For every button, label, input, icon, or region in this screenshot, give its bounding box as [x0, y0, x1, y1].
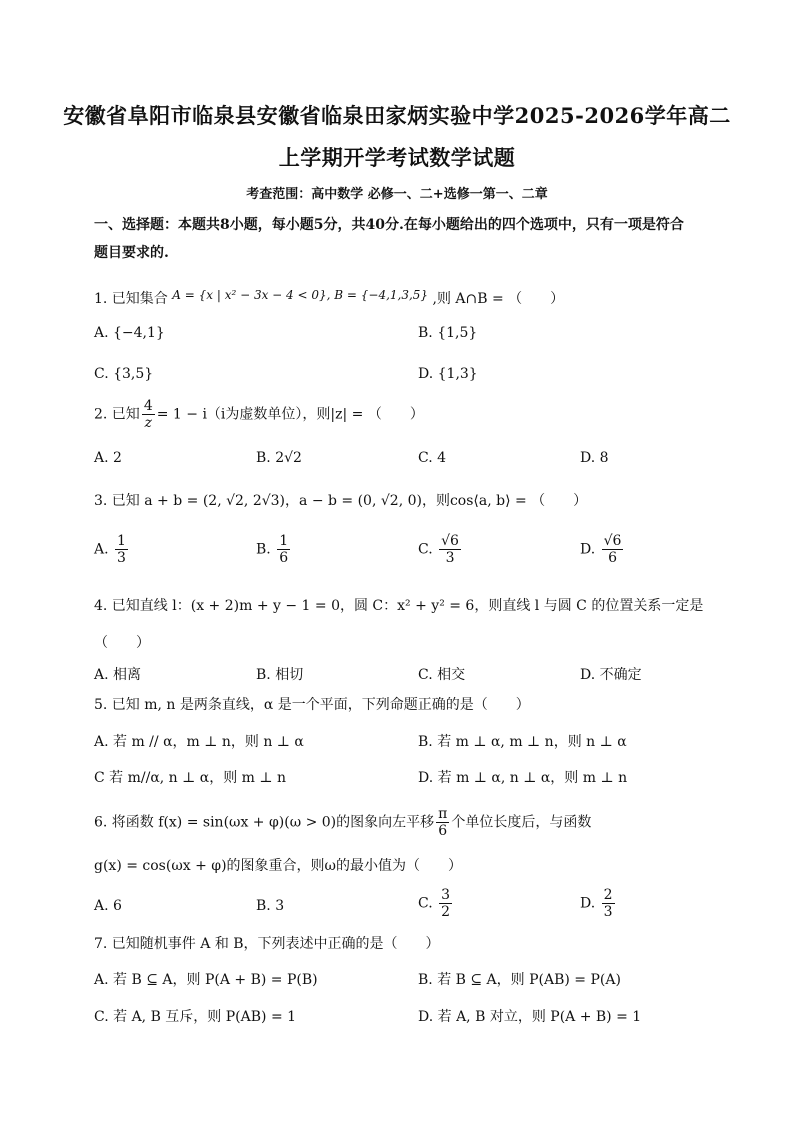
- question-2-option-b: B. 2√2: [256, 450, 302, 466]
- question-3-option-c-label: C.: [418, 541, 433, 558]
- section-header-line-1: 一、选择题：本题共8小题，每小题5分，共40分.在每小题给出的四个选项中，只有一项是符合: [94, 217, 684, 233]
- question-1-sets: A = {x | x² − 3x − 4 < 0}, B = {−4,1,3,5}: [172, 288, 429, 302]
- question-6-option-c: [418, 887, 454, 920]
- question-2-fraction: [142, 398, 155, 431]
- question-5-option-b: B. 若 m ⊥ α, m ⊥ n，则 n ⊥ α: [418, 734, 627, 750]
- question-1-option-c: C. {3,5}: [94, 366, 154, 382]
- question-3-option-c-fraction: [439, 533, 461, 566]
- exam-title-line-1: 安徽省阜阳市临泉县安徽省临泉田家炳实验中学2025-2026学年高二: [63, 103, 731, 128]
- question-2-stem: [94, 398, 424, 431]
- question-4-option-c: C. 相交: [418, 667, 466, 683]
- question-2-rest: = 1 − i（i为虚数单位），则|z| = （ ）: [156, 406, 424, 423]
- question-7-stem: 7. 已知随机事件 A 和 B，下列表述中正确的是（ ）: [94, 936, 440, 952]
- question-3-option-d: [580, 533, 625, 566]
- question-5-option-a: A. 若 m // α，m ⊥ n，则 n ⊥ α: [94, 734, 304, 750]
- question-3-option-b-fraction: [277, 533, 290, 566]
- fraction-denominator: 3: [603, 904, 613, 920]
- fraction-denominator: 3: [445, 550, 455, 566]
- question-4-option-d: D. 不确定: [580, 667, 642, 683]
- fraction-numerator: π: [438, 806, 448, 822]
- question-3-option-c: [418, 533, 463, 566]
- question-1-suffix: ,则 A∩B = （ ）: [432, 291, 565, 307]
- question-5-stem: 5. 已知 m, n 是两条直线，α 是一个平面，下列命题正确的是（ ）: [94, 697, 530, 713]
- question-7-option-a: A. 若 B ⊆ A，则 P(A + B) = P(B): [94, 972, 318, 988]
- question-1-prefix: 1. 已知集合: [94, 291, 168, 307]
- fraction-numerator: 1: [279, 533, 289, 549]
- fraction-denominator: 6: [438, 823, 448, 839]
- fraction-denominator: 3: [117, 550, 126, 566]
- question-3-option-d-fraction: [602, 533, 624, 566]
- fraction-numerator: √6: [441, 533, 459, 549]
- question-6-option-c-fraction: [439, 887, 452, 920]
- fraction-denominator: 6: [608, 550, 618, 566]
- question-5-option-c: C 若 m//α, n ⊥ α，则 m ⊥ n: [94, 770, 287, 786]
- fraction-denominator: 6: [279, 550, 289, 566]
- question-2-option-c: C. 4: [418, 450, 447, 466]
- question-5-option-d: D. 若 m ⊥ α, n ⊥ α，则 m ⊥ n: [418, 770, 628, 786]
- question-6-stem-line-1: [94, 806, 591, 839]
- question-6-option-d: [580, 887, 617, 920]
- question-4-option-a: A. 相离: [94, 667, 142, 683]
- question-2-option-d: D. 8: [580, 450, 609, 466]
- fraction-numerator: 3: [441, 887, 451, 903]
- question-7-option-b: B. 若 B ⊆ A，则 P(AB) = P(A): [418, 972, 621, 988]
- exam-title-line-2: 上学期开学考试数学试题: [278, 145, 516, 170]
- question-1-option-d: D. {1,3}: [418, 366, 478, 382]
- question-6-option-d-fraction: [602, 887, 615, 920]
- question-4-paren: （ ）: [94, 635, 150, 651]
- question-2-option-a: A. 2: [94, 450, 122, 466]
- question-6-option-b: B. 3: [256, 898, 285, 914]
- fraction-numerator: 1: [117, 533, 126, 549]
- fraction-numerator: √6: [603, 533, 622, 549]
- question-3-stem: 3. 已知 a + b = (2, √2, 2√3)，a − b = (0, √2, 0)，则cos⟨a, b⟩ = （ ）: [94, 493, 588, 509]
- question-7-option-c: C. 若 A, B 互斥，则 P(AB) = 1: [94, 1009, 297, 1025]
- question-2-prefix: 2. 已知: [94, 406, 140, 423]
- question-6-option-c-label: C.: [418, 895, 433, 912]
- exam-scope: 考查范围：高中数学 必修一、二+选修一第一、二章: [246, 187, 548, 202]
- question-3-option-d-label: D.: [580, 541, 596, 558]
- question-2-fraction-num: 4: [143, 398, 153, 414]
- question-3-option-b: [256, 533, 292, 566]
- question-2-fraction-den: z: [144, 415, 152, 431]
- question-4-option-b: B. 相切: [256, 667, 304, 683]
- question-3-option-b-label: B.: [256, 541, 271, 558]
- question-3-option-a-label: A.: [94, 541, 109, 558]
- question-7-option-d: D. 若 A, B 对立，则 P(A + B) = 1: [418, 1009, 642, 1025]
- question-6-stem-a: 6. 将函数 f(x) = sin(ωx + φ)(ω > 0)的图象向左平移: [94, 814, 435, 831]
- question-3-option-a-fraction: [115, 533, 128, 566]
- question-3-option-a: [94, 533, 130, 566]
- question-4-stem: 4. 已知直线 l：(x + 2)m + y − 1 = 0，圆 C：x² + y² = 6，则直线 l 与圆 C 的位置关系一定是: [94, 598, 704, 614]
- question-1-option-a: A. {−4,1}: [94, 325, 165, 341]
- question-6-option-a: A. 6: [94, 898, 122, 914]
- fraction-denominator: 2: [441, 904, 451, 920]
- section-header-line-2: 题目要求的.: [94, 245, 169, 261]
- question-1-stem: [94, 288, 564, 308]
- fraction-numerator: 2: [603, 887, 613, 903]
- question-6-option-d-label: D.: [580, 895, 596, 912]
- question-6-stem-line-2: g(x) = cos(ωx + φ)的图象重合，则ω的最小值为（ ）: [94, 858, 462, 874]
- question-6-stem-b: 个单位长度后，与函数: [451, 814, 592, 831]
- question-6-shift-fraction: [436, 806, 449, 839]
- section-header: [94, 211, 704, 267]
- question-1-option-b: B. {1,5}: [418, 325, 478, 341]
